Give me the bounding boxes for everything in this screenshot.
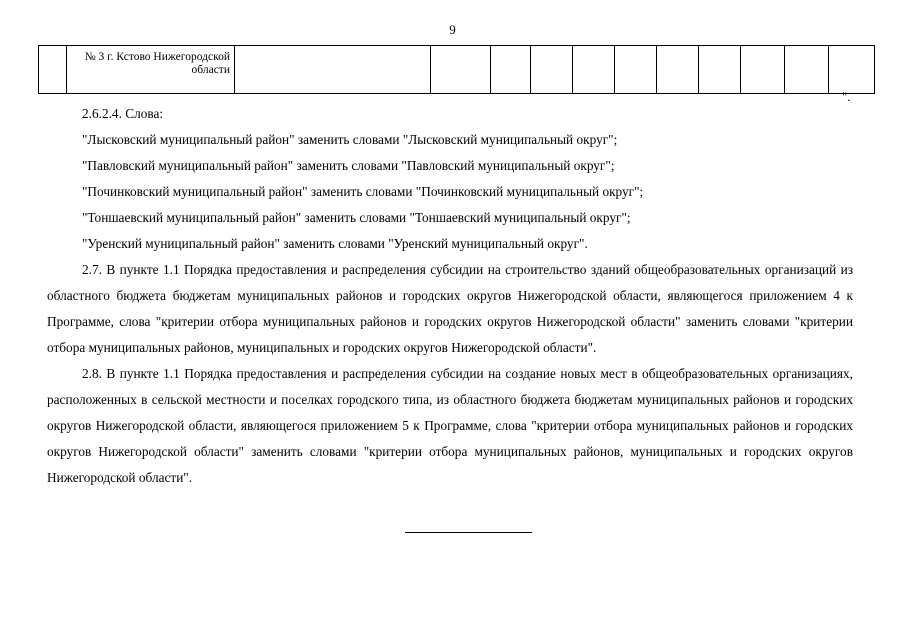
paragraph: "Уренский муниципальный район" заменить словами "Уренский муниципальный округ". <box>82 236 588 251</box>
paragraph: "Тоншаевский муниципальный район" заменить словами "Тоншаевский муниципальный округ"; <box>82 210 631 225</box>
table-cell <box>785 46 829 94</box>
table-cell <box>491 46 531 94</box>
table-cell <box>615 46 657 94</box>
paragraph: "Павловский муниципальный район" заменить словами "Павловский муниципальный округ"; <box>82 158 615 173</box>
table-cell <box>573 46 615 94</box>
table-cell <box>741 46 785 94</box>
table-cell <box>431 46 491 94</box>
table-cell <box>657 46 699 94</box>
table-cell <box>829 46 875 94</box>
table-cell <box>531 46 573 94</box>
document-body <box>47 101 853 491</box>
paragraph: 2.7. В пункте 1.1 Порядка предоставления и распределения субсидии на строительство зданий общеобразовательных организаций из областного бюджета бюджетам муниципальных районов и городских округов Нижегородской области, являющегося приложением 4 к Программе, слова "критерии отбора муниципальных районов и городских округов Нижегородской области" заменить словами "критерии отбора муниципальных районов, муниципальных и городских округов Нижегородской области". <box>47 262 853 355</box>
paragraph: "Лысковский муниципальный район" заменить словами "Лысковский муниципальный округ"; <box>82 132 618 147</box>
table-cell <box>235 46 431 94</box>
paragraph: 2.6.2.4. Слова: <box>82 106 164 121</box>
table-row <box>39 46 875 94</box>
page-number: 9 <box>449 22 456 37</box>
paragraph: 2.8. В пункте 1.1 Порядка предоставления и распределения субсидии на создание новых мест в общеобразовательных организациях, расположенных в сельской местности и поселках городского типа, из областного бюджета бюджетам муниципальных районов и городских округов Нижегородской области, являющегося приложением 5 к Программе, слова "критерии отбора муниципальных районов и городских округов Нижегородской области" заменить словами "критерии отбора муниципальных районов, муниципальных и городских округов Нижегородской области". <box>47 366 853 485</box>
separator-line <box>405 532 532 533</box>
table-cell <box>699 46 741 94</box>
paragraph: "Починковский муниципальный район" заменить словами "Починковский муниципальный округ"; <box>82 184 644 199</box>
table-row-label: № 3 г. Кстово Нижегородской области <box>67 46 235 94</box>
table-fragment <box>38 45 875 94</box>
closing-quote: ". <box>842 89 851 104</box>
table-cell <box>39 46 67 94</box>
